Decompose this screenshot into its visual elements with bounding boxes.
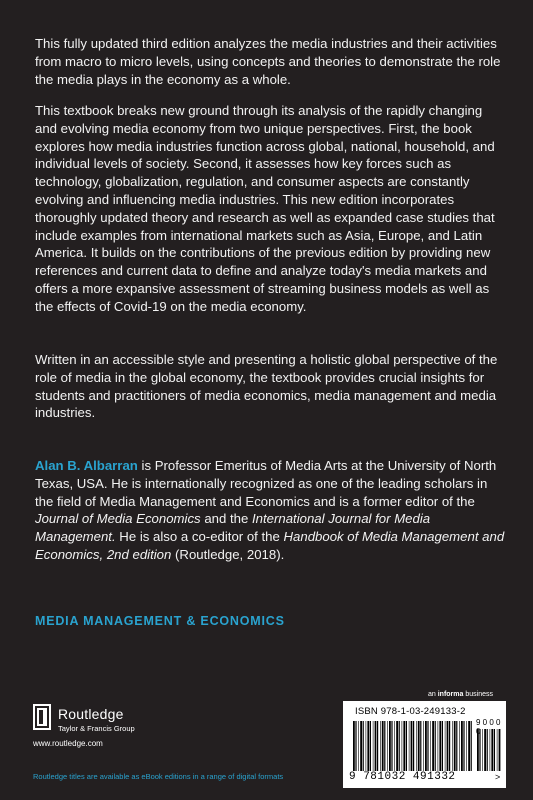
bio-text-3: He is also a co-editor of the [115,529,284,545]
informa-business-note [428,691,493,698]
informa-post: business [463,691,493,698]
bio-text-1: is Professor Emeritus of Media Arts at the University of North Texas, USA. He is internationally recognized as one of the leading scholars in the field of Media Management and Economics and is a former editor of the [35,458,497,509]
author-bio [35,457,505,564]
barcode-arrow-icon: > [495,772,501,782]
blurb-paragraph-1: This fully updated third edition analyzes the media industries and their activities from macro to micro levels, using concepts and theories to demonstrate the role the media plays in the economy as a whole. [35,36,501,87]
blurb-paragraph-3: Written in an accessible style and presenting a holistic global perspective of the role of media in the global economy, the textbook provides crucial insights for students and practitioners of media economics, media management and media industries. [35,352,498,421]
barcode [343,701,506,788]
bio-text-4: (Routledge, 2018). [171,546,285,562]
barcode-bars [353,721,473,771]
informa-brand: informa [437,691,464,698]
isbn-label: ISBN 978-1-03-249133-2 [355,706,466,717]
publisher-name: Routledge [58,706,124,722]
blurb-paragraph-2: This textbook breaks new ground through its analysis of the rapidly changing and evolving media economy from two unique perspectives. First, the book explores how media industries function across global, national, household, and individual levels of society. Second, it assesses how key forces such as technology, globalization, regulation, and consumer aspects are constantly evolving and influencing media industries. This new edition incorporates thoroughly updated theory and research as well as expanded case studies that include examples from international markets such as Asia, Europe, and Latin America. It builds on the contributions of the previous edition by providing new references and current data to define and analyze today's media markets and offers a more expansive assessment of streaming business models as well as the effects of Covid-19 on the media economy. [35,103,495,314]
ebook-note: Routledge titles are available as eBook editions in a range of digital formats [33,772,284,781]
publisher-website: www.routledge.com [33,739,103,748]
publisher-group: Taylor & Francis Group [58,724,135,733]
bio-handbook-title: Handbook of Media Management and Economics, 2nd edition [35,529,505,562]
series-title: MEDIA MANAGEMENT & ECONOMICS [35,614,285,628]
bio-journal-1: Journal of Media Economics [35,511,201,527]
bio-text-2: and the [200,511,252,527]
barcode-addon-bars [477,729,501,771]
routledge-logo-icon [33,704,51,730]
barcode-number: 9 781032 491332 [349,771,456,783]
bio-journal-2: International Journal for Media Management. [35,511,431,545]
barcode-addon-number: 9 0 0 0 [476,718,501,727]
author-name: Alan B. Albarran [35,458,138,473]
informa-pre: an [428,691,438,698]
